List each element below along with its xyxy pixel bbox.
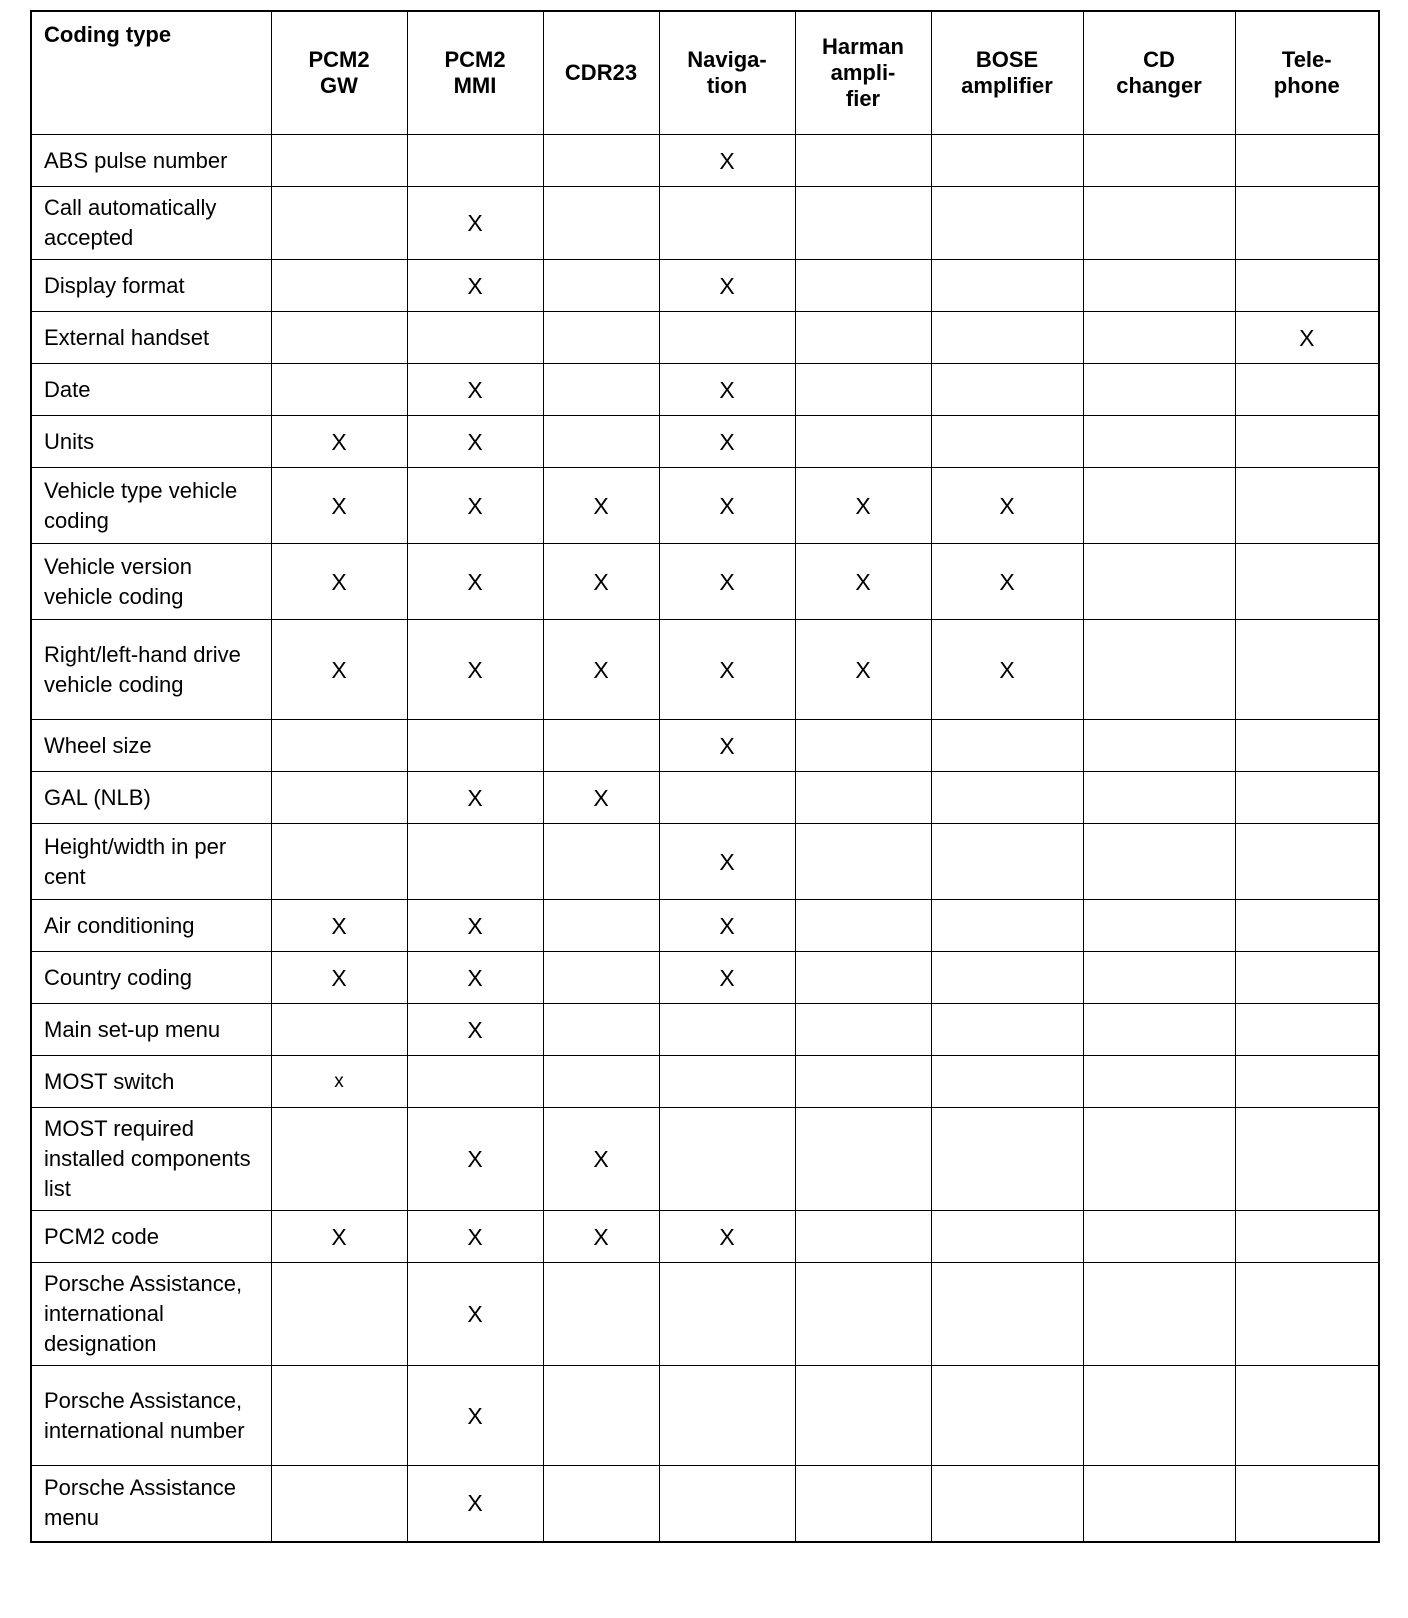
cell-mark [659,1108,795,1211]
cell-mark [271,824,407,900]
cell-mark [1235,1056,1379,1108]
cell-mark: X [659,1211,795,1263]
cell-mark [795,135,931,187]
column-header-4: Naviga- tion [659,11,795,135]
row-label: Porsche Assistance, international designation [31,1263,271,1366]
table-row [31,1108,1379,1211]
cell-mark [271,260,407,312]
cell-mark [931,260,1083,312]
cell-mark: X [407,1211,543,1263]
cell-mark: X [271,468,407,544]
cell-mark: X [407,187,543,260]
column-header-5: Harman ampli- fier [795,11,931,135]
cell-mark: X [407,468,543,544]
cell-mark [1083,187,1235,260]
table-row [31,187,1379,260]
cell-mark: X [795,544,931,620]
cell-mark [931,135,1083,187]
cell-mark [931,1366,1083,1466]
row-label: Air conditioning [31,900,271,952]
cell-mark [795,187,931,260]
table-row [31,1366,1379,1466]
row-label: Date [31,364,271,416]
cell-mark [543,260,659,312]
cell-mark: X [659,416,795,468]
cell-mark [931,416,1083,468]
cell-mark [271,135,407,187]
cell-mark [795,1056,931,1108]
cell-mark [931,1004,1083,1056]
cell-mark [271,1366,407,1466]
cell-mark [659,312,795,364]
cell-mark [271,1263,407,1366]
cell-mark [1235,720,1379,772]
cell-mark [1235,1263,1379,1366]
cell-mark [1235,1211,1379,1263]
cell-mark [795,900,931,952]
cell-mark: X [407,952,543,1004]
cell-mark [1235,135,1379,187]
cell-mark [543,312,659,364]
cell-mark [543,364,659,416]
table-row [31,1004,1379,1056]
cell-mark [931,1263,1083,1366]
cell-mark: x [271,1056,407,1108]
cell-mark [1235,772,1379,824]
row-label: Right/left-hand drive vehicle coding [31,620,271,720]
cell-mark: X [543,544,659,620]
row-label: Units [31,416,271,468]
cell-mark [1235,1108,1379,1211]
cell-mark [1083,1108,1235,1211]
cell-mark [1083,135,1235,187]
cell-mark [543,952,659,1004]
cell-mark: X [407,900,543,952]
cell-mark: X [543,468,659,544]
table-row [31,544,1379,620]
cell-mark [795,952,931,1004]
cell-mark [931,900,1083,952]
cell-mark [795,312,931,364]
cell-mark [1235,260,1379,312]
cell-mark: X [659,900,795,952]
cell-mark [543,824,659,900]
cell-mark: X [931,468,1083,544]
cell-mark [659,1263,795,1366]
cell-mark [271,1466,407,1542]
cell-mark [659,187,795,260]
table-row [31,1263,1379,1366]
cell-mark [543,900,659,952]
cell-mark [543,1466,659,1542]
row-label: Vehicle version vehicle coding [31,544,271,620]
cell-mark: X [543,620,659,720]
table-row [31,416,1379,468]
cell-mark: X [271,952,407,1004]
row-label: Call automatically accepted [31,187,271,260]
cell-mark: X [659,544,795,620]
cell-mark [795,1211,931,1263]
cell-mark [931,824,1083,900]
cell-mark [1235,364,1379,416]
coding-type-matrix-table [30,10,1380,1543]
row-label: Porsche Assistance menu [31,1466,271,1542]
cell-mark [795,1263,931,1366]
cell-mark [795,1466,931,1542]
cell-mark [659,772,795,824]
cell-mark [407,720,543,772]
cell-mark [795,1108,931,1211]
cell-mark: X [407,772,543,824]
column-header-8: Tele- phone [1235,11,1379,135]
table-row [31,1466,1379,1542]
cell-mark [795,720,931,772]
cell-mark [931,720,1083,772]
cell-mark: X [931,544,1083,620]
cell-mark [543,416,659,468]
row-label: ABS pulse number [31,135,271,187]
row-label: Display format [31,260,271,312]
table-body [31,135,1379,1542]
cell-mark [1083,824,1235,900]
table-row [31,312,1379,364]
cell-mark [1083,1466,1235,1542]
cell-mark: X [795,468,931,544]
cell-mark [795,260,931,312]
cell-mark [1235,1004,1379,1056]
column-header-0: Coding type [31,11,271,135]
cell-mark [543,1056,659,1108]
cell-mark [271,312,407,364]
cell-mark [931,1211,1083,1263]
cell-mark [795,364,931,416]
row-label: Height/width in per cent [31,824,271,900]
cell-mark [271,187,407,260]
cell-mark: X [931,620,1083,720]
cell-mark: X [1235,312,1379,364]
cell-mark [1083,1004,1235,1056]
cell-mark [1235,416,1379,468]
cell-mark [1235,468,1379,544]
cell-mark [1083,544,1235,620]
cell-mark [1083,260,1235,312]
cell-mark [543,187,659,260]
cell-mark: X [659,720,795,772]
cell-mark [931,1108,1083,1211]
table-row [31,260,1379,312]
cell-mark: X [407,1004,543,1056]
cell-mark: X [543,772,659,824]
cell-mark [659,1056,795,1108]
cell-mark: X [271,620,407,720]
cell-mark [795,772,931,824]
cell-mark: X [407,1108,543,1211]
cell-mark: X [271,1211,407,1263]
cell-mark [659,1466,795,1542]
cell-mark [271,772,407,824]
header-row [31,11,1379,135]
cell-mark [1083,620,1235,720]
cell-mark [659,1004,795,1056]
row-label: Vehicle type vehicle coding [31,468,271,544]
cell-mark [1235,952,1379,1004]
cell-mark: X [543,1108,659,1211]
cell-mark [1083,312,1235,364]
cell-mark: X [407,620,543,720]
cell-mark: X [659,468,795,544]
cell-mark [1235,1366,1379,1466]
cell-mark: X [543,1211,659,1263]
row-label: Main set-up menu [31,1004,271,1056]
cell-mark [543,1263,659,1366]
row-label: MOST required installed components list [31,1108,271,1211]
cell-mark [407,824,543,900]
row-label: PCM2 code [31,1211,271,1263]
table-row [31,135,1379,187]
table-row [31,952,1379,1004]
row-label: Country coding [31,952,271,1004]
cell-mark: X [659,824,795,900]
column-header-1: PCM2 GW [271,11,407,135]
cell-mark [1235,187,1379,260]
column-header-3: CDR23 [543,11,659,135]
row-label: GAL (NLB) [31,772,271,824]
cell-mark [1083,772,1235,824]
cell-mark: X [659,364,795,416]
cell-mark [1235,544,1379,620]
cell-mark [931,952,1083,1004]
cell-mark [931,187,1083,260]
cell-mark: X [407,1263,543,1366]
cell-mark [1083,364,1235,416]
cell-mark: X [659,135,795,187]
row-label: Porsche Assistance, international number [31,1366,271,1466]
cell-mark: X [407,364,543,416]
row-label: MOST switch [31,1056,271,1108]
cell-mark [271,1004,407,1056]
cell-mark [1083,416,1235,468]
cell-mark [271,1108,407,1211]
table-row [31,900,1379,952]
table-row [31,468,1379,544]
cell-mark [931,1466,1083,1542]
column-header-7: CD changer [1083,11,1235,135]
cell-mark [795,1004,931,1056]
cell-mark [1235,824,1379,900]
table-row [31,720,1379,772]
cell-mark [543,1004,659,1056]
cell-mark: X [407,1466,543,1542]
cell-mark: X [659,260,795,312]
cell-mark [795,824,931,900]
table-row [31,772,1379,824]
cell-mark [931,312,1083,364]
cell-mark [543,135,659,187]
cell-mark [1083,1056,1235,1108]
cell-mark: X [407,1366,543,1466]
cell-mark [1235,1466,1379,1542]
cell-mark [659,1366,795,1466]
cell-mark [543,1366,659,1466]
cell-mark [931,1056,1083,1108]
table-row [31,364,1379,416]
cell-mark [1083,1366,1235,1466]
cell-mark: X [659,620,795,720]
cell-mark [1083,952,1235,1004]
table-row [31,1211,1379,1263]
cell-mark [1235,900,1379,952]
cell-mark [407,1056,543,1108]
cell-mark [407,312,543,364]
cell-mark: X [271,544,407,620]
cell-mark [795,416,931,468]
cell-mark [1083,720,1235,772]
cell-mark [1083,900,1235,952]
column-header-2: PCM2 MMI [407,11,543,135]
cell-mark: X [795,620,931,720]
table-header [31,11,1379,135]
table-row [31,824,1379,900]
cell-mark: X [407,260,543,312]
cell-mark [271,364,407,416]
row-label: Wheel size [31,720,271,772]
cell-mark: X [659,952,795,1004]
cell-mark [931,364,1083,416]
cell-mark: X [407,416,543,468]
row-label: External handset [31,312,271,364]
cell-mark [407,135,543,187]
cell-mark [271,720,407,772]
table-row [31,1056,1379,1108]
cell-mark [1235,620,1379,720]
cell-mark: X [271,900,407,952]
table-row [31,620,1379,720]
cell-mark [1083,1263,1235,1366]
cell-mark: X [271,416,407,468]
cell-mark [1083,1211,1235,1263]
cell-mark [795,1366,931,1466]
column-header-6: BOSE amplifier [931,11,1083,135]
cell-mark: X [407,544,543,620]
cell-mark [543,720,659,772]
cell-mark [1083,468,1235,544]
cell-mark [931,772,1083,824]
